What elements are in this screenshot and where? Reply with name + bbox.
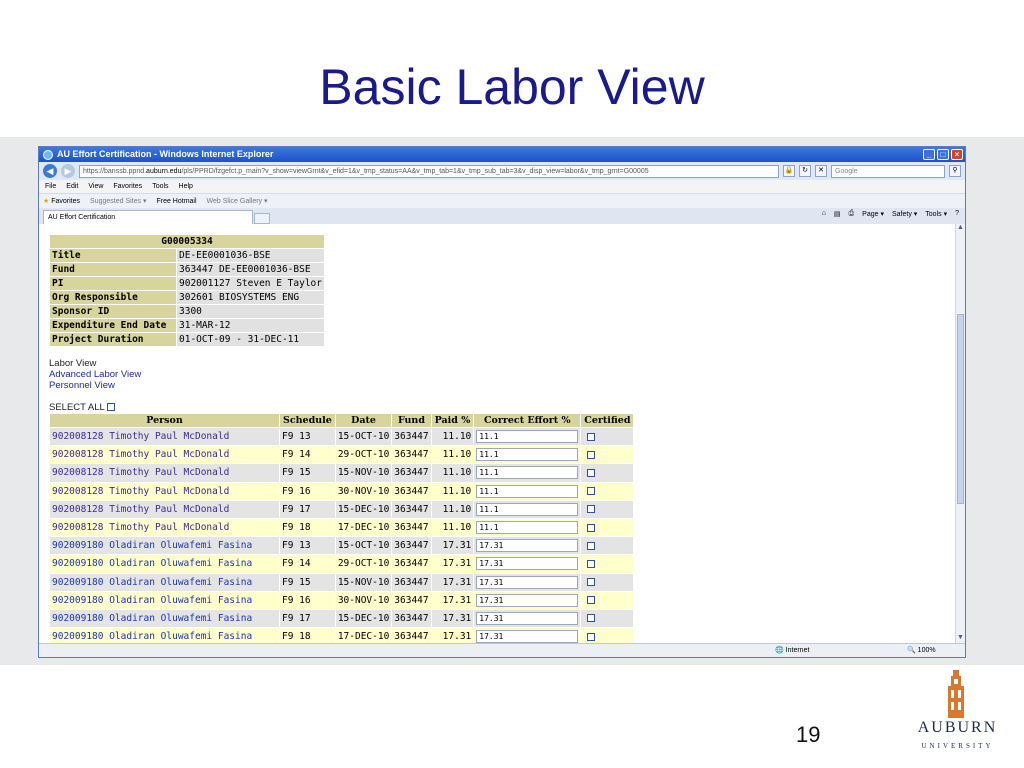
- col-schedule: Schedule: [280, 414, 336, 428]
- tower-icon: [943, 670, 969, 718]
- certified-checkbox[interactable]: [587, 433, 595, 441]
- select-all[interactable]: [49, 402, 115, 413]
- zone-label: Internet: [785, 647, 810, 654]
- schedule-cell: F9 17: [280, 500, 336, 518]
- certified-cell: [581, 628, 634, 644]
- col-fund: Fund: [392, 414, 431, 428]
- status-bar: [39, 643, 966, 657]
- search-icon[interactable]: ⚲: [949, 165, 961, 177]
- minimize-button[interactable]: _: [923, 149, 935, 160]
- safety-menu[interactable]: Safety ▾: [891, 211, 918, 218]
- certified-checkbox[interactable]: [587, 578, 595, 586]
- feeds-icon[interactable]: ▤: [833, 211, 841, 218]
- info-label: Org Responsible: [50, 291, 177, 305]
- effort-cell: [474, 500, 581, 518]
- date-cell: 17-DEC-10: [335, 518, 391, 536]
- schedule-cell: F9 18: [280, 518, 336, 536]
- effort-cell: [474, 628, 581, 644]
- table-row: [50, 628, 634, 644]
- person-link[interactable]: 902008128 Timothy Paul McDonald: [50, 428, 280, 446]
- schedule-cell: F9 13: [280, 428, 336, 446]
- certified-checkbox[interactable]: [587, 596, 595, 604]
- fund-cell: 363447: [392, 609, 431, 627]
- certified-cell: [581, 482, 634, 500]
- certified-checkbox[interactable]: [587, 633, 595, 641]
- info-value: DE-EE0001036-BSE: [177, 249, 325, 263]
- url-rest: /pls/PPRD/fzgefct.p_main?v_show=viewGrnt&v_efid=1&v_tmp_status=AA&v_tmp_tab=1&v_tmp_sub_tab=3&v_disp_view=labor&v_tmp_grnt=G00005: [181, 167, 649, 175]
- certified-cell: [581, 428, 634, 446]
- maximize-button[interactable]: □: [937, 149, 949, 160]
- schedule-cell: F9 13: [280, 537, 336, 555]
- paid-cell: 17.31: [431, 628, 474, 644]
- correct-effort-input[interactable]: [476, 485, 578, 498]
- table-row: [50, 446, 634, 464]
- paid-cell: 11.10: [431, 500, 474, 518]
- table-row: [50, 518, 634, 536]
- info-value: 363447 DE-EE0001036-BSE: [177, 263, 325, 277]
- certified-cell: [581, 446, 634, 464]
- certified-checkbox[interactable]: [587, 560, 595, 568]
- effort-cell: [474, 537, 581, 555]
- select-all-label: SELECT ALL: [49, 402, 105, 413]
- select-all-checkbox[interactable]: [107, 403, 115, 411]
- info-value: 302601 BIOSYSTEMS ENG: [177, 291, 325, 305]
- certified-cell: [581, 537, 634, 555]
- date-cell: 15-DEC-10: [335, 609, 391, 627]
- forward-button[interactable]: ▶: [61, 164, 75, 178]
- table-row: [50, 537, 634, 555]
- page-number: 19: [796, 722, 821, 747]
- refresh-icon[interactable]: ↻: [799, 165, 811, 177]
- fav-suggested-sites[interactable]: Suggested Sites ▾: [90, 198, 147, 205]
- schedule-cell: F9 15: [280, 464, 336, 482]
- menu-view[interactable]: View: [88, 183, 104, 190]
- correct-effort-input[interactable]: [476, 503, 578, 516]
- col-person: Person: [50, 414, 280, 428]
- effort-cell: [474, 573, 581, 591]
- effort-cell: [474, 555, 581, 573]
- fav-web-slice-gallery[interactable]: Web Slice Gallery ▾: [206, 198, 268, 205]
- effort-cell: [474, 518, 581, 536]
- ie-icon: [43, 150, 53, 160]
- fav-free-hotmail[interactable]: Free Hotmail: [156, 197, 197, 205]
- certified-cell: [581, 609, 634, 627]
- browser-window: [38, 146, 966, 658]
- tools-menu[interactable]: Tools ▾: [925, 211, 948, 218]
- effort-cell: [474, 591, 581, 609]
- correct-effort-input[interactable]: [476, 576, 578, 589]
- address-row: [39, 162, 965, 180]
- paid-cell: 17.31: [431, 537, 474, 555]
- lock-icon[interactable]: 🔒: [783, 165, 795, 177]
- security-zone: 🌐 Internet: [775, 647, 810, 654]
- col-certified: Certified: [581, 414, 634, 428]
- address-bar[interactable]: [79, 165, 779, 178]
- correct-effort-input[interactable]: [476, 594, 578, 607]
- fund-cell: 363447: [392, 591, 431, 609]
- table-row: [50, 500, 634, 518]
- date-cell: 30-NOV-10: [335, 482, 391, 500]
- fund-cell: 363447: [392, 464, 431, 482]
- date-cell: 29-OCT-10: [335, 446, 391, 464]
- certified-checkbox[interactable]: [587, 487, 595, 495]
- info-label: PI: [50, 277, 177, 291]
- auburn-logo: [910, 670, 1005, 755]
- person-link[interactable]: 902008128 Timothy Paul McDonald: [50, 446, 280, 464]
- person-link[interactable]: 902009180 Oladiran Oluwafemi Fasina: [50, 573, 280, 591]
- correct-effort-input[interactable]: [476, 557, 578, 570]
- certified-checkbox[interactable]: [587, 505, 595, 513]
- date-cell: 17-DEC-10: [335, 628, 391, 644]
- schedule-cell: F9 17: [280, 609, 336, 627]
- person-link[interactable]: 902009180 Oladiran Oluwafemi Fasina: [50, 609, 280, 627]
- fund-cell: 363447: [392, 537, 431, 555]
- zoom-value: 100%: [917, 647, 936, 654]
- stop-icon[interactable]: ✕: [815, 165, 827, 177]
- logo-wordmark: AUBURN: [917, 719, 998, 736]
- schedule-cell: F9 16: [280, 482, 336, 500]
- print-icon[interactable]: ⎙: [848, 210, 855, 217]
- close-button[interactable]: ×: [951, 149, 963, 160]
- fund-cell: 363447: [392, 428, 431, 446]
- col-correct-effort: Correct Effort %: [474, 414, 581, 428]
- col-paid: Paid %: [431, 414, 474, 428]
- person-link[interactable]: 902008128 Timothy Paul McDonald: [50, 464, 280, 482]
- info-label: Expenditure End Date: [50, 319, 177, 333]
- certified-cell: [581, 555, 634, 573]
- view-links: [49, 358, 141, 391]
- effort-cell: [474, 482, 581, 500]
- fund-cell: 363447: [392, 482, 431, 500]
- table-row: [50, 573, 634, 591]
- date-cell: 15-DEC-10: [335, 500, 391, 518]
- menu-file[interactable]: File: [45, 183, 57, 190]
- info-label: Sponsor ID: [50, 305, 177, 319]
- grant-info-table: [49, 234, 325, 347]
- effort-cell: [474, 609, 581, 627]
- menu-tools[interactable]: Tools: [152, 183, 169, 190]
- slide-title: Basic Labor View: [319, 59, 705, 115]
- person-link[interactable]: 902008128 Timothy Paul McDonald: [50, 482, 280, 500]
- correct-effort-input[interactable]: [476, 430, 578, 443]
- correct-effort-input[interactable]: [476, 630, 578, 643]
- correct-effort-input[interactable]: [476, 521, 578, 534]
- certified-checkbox[interactable]: [587, 614, 595, 622]
- paid-cell: 17.31: [431, 591, 474, 609]
- home-icon[interactable]: ⌂: [821, 210, 826, 217]
- menu-help[interactable]: Help: [178, 183, 193, 190]
- star-icon: ★: [43, 198, 50, 205]
- window-titlebar: [39, 147, 965, 162]
- info-value: 01-OCT-09 - 31-DEC-11: [177, 333, 325, 347]
- command-bar: [822, 210, 959, 218]
- certified-checkbox[interactable]: [587, 524, 595, 532]
- date-cell: 15-NOV-10: [335, 573, 391, 591]
- help-icon[interactable]: ?: [955, 210, 959, 217]
- new-tab-button[interactable]: [254, 213, 270, 224]
- certified-checkbox[interactable]: [587, 451, 595, 459]
- col-date: Date: [335, 414, 391, 428]
- correct-effort-input[interactable]: [476, 612, 578, 625]
- schedule-cell: F9 18: [280, 628, 336, 644]
- correct-effort-input[interactable]: [476, 466, 578, 479]
- personnel-view-link[interactable]: Personnel View: [49, 380, 115, 391]
- person-link[interactable]: 902009180 Oladiran Oluwafemi Fasina: [50, 591, 280, 609]
- vertical-scrollbar[interactable]: [955, 224, 965, 644]
- paid-cell: 11.10: [431, 464, 474, 482]
- info-value: 31-MAR-12: [177, 319, 325, 333]
- certified-cell: [581, 500, 634, 518]
- table-row: [50, 609, 634, 627]
- person-link[interactable]: 902008128 Timothy Paul McDonald: [50, 518, 280, 536]
- zoom-level[interactable]: 🔍 100%: [907, 647, 936, 654]
- tab-au-effort-certification[interactable]: AU Effort Certification: [43, 210, 253, 224]
- window-title: AU Effort Certification - Windows Internet Explorer: [57, 149, 274, 159]
- info-value: 902001127 Steven E Taylor: [177, 277, 325, 291]
- paid-cell: 11.10: [431, 428, 474, 446]
- url-prefix: https://banssb.ppnd.: [83, 167, 147, 175]
- fund-cell: 363447: [392, 518, 431, 536]
- info-label: Project Duration: [50, 333, 177, 347]
- correct-effort-input[interactable]: [476, 539, 578, 552]
- date-cell: 15-NOV-10: [335, 464, 391, 482]
- advanced-labor-view-link[interactable]: Advanced Labor View: [49, 369, 142, 380]
- effort-cell: [474, 446, 581, 464]
- info-value: 3300: [177, 305, 325, 319]
- certified-checkbox[interactable]: [587, 542, 595, 550]
- logo-subtitle: UNIVERSITY: [921, 742, 994, 750]
- favorites-label: Favorites: [51, 198, 81, 205]
- certified-cell: [581, 464, 634, 482]
- effort-cell: [474, 428, 581, 446]
- paid-cell: 11.10: [431, 518, 474, 536]
- correct-effort-input[interactable]: [476, 448, 578, 461]
- table-row: [50, 428, 634, 446]
- date-cell: 29-OCT-10: [335, 555, 391, 573]
- certified-checkbox[interactable]: [587, 469, 595, 477]
- page-content: [39, 224, 957, 644]
- scroll-up-arrow[interactable]: ▲: [957, 224, 964, 231]
- paid-cell: 11.10: [431, 446, 474, 464]
- back-button[interactable]: ◀: [43, 164, 57, 178]
- tab-row: [39, 208, 965, 224]
- labor-table: [49, 413, 634, 644]
- person-link[interactable]: 902008128 Timothy Paul McDonald: [50, 500, 280, 518]
- schedule-cell: F9 15: [280, 573, 336, 591]
- fund-cell: 363447: [392, 573, 431, 591]
- certified-cell: [581, 518, 634, 536]
- paid-cell: 11.10: [431, 482, 474, 500]
- favorites-bar: [39, 193, 965, 208]
- menu-bar: [39, 180, 965, 193]
- date-cell: 15-OCT-10: [335, 537, 391, 555]
- schedule-cell: F9 16: [280, 591, 336, 609]
- search-input[interactable]: Google: [831, 165, 945, 178]
- effort-cell: [474, 464, 581, 482]
- paid-cell: 17.31: [431, 555, 474, 573]
- certified-cell: [581, 591, 634, 609]
- fund-cell: 363447: [392, 446, 431, 464]
- date-cell: 30-NOV-10: [335, 591, 391, 609]
- labor-view-label: Labor View: [49, 358, 97, 369]
- schedule-cell: F9 14: [280, 446, 336, 464]
- menu-favorites[interactable]: Favorites: [113, 183, 143, 190]
- schedule-cell: F9 14: [280, 555, 336, 573]
- fund-cell: 363447: [392, 628, 431, 644]
- person-link[interactable]: 902009180 Oladiran Oluwafemi Fasina: [50, 537, 280, 555]
- fund-cell: 363447: [392, 500, 431, 518]
- fund-cell: 363447: [392, 555, 431, 573]
- person-link[interactable]: 902009180 Oladiran Oluwafemi Fasina: [50, 555, 280, 573]
- info-label: Title: [50, 249, 177, 263]
- certified-cell: [581, 573, 634, 591]
- person-link[interactable]: 902009180 Oladiran Oluwafemi Fasina: [50, 628, 280, 644]
- table-row: [50, 555, 634, 573]
- menu-edit[interactable]: Edit: [66, 183, 79, 190]
- url-domain: auburn.edu: [146, 167, 182, 175]
- info-label: Fund: [50, 263, 177, 277]
- favorites-button[interactable]: [43, 197, 80, 205]
- page-menu[interactable]: Page ▾: [862, 211, 884, 218]
- scroll-down-arrow[interactable]: ▼: [957, 634, 964, 641]
- table-row: [50, 591, 634, 609]
- paid-cell: 17.31: [431, 573, 474, 591]
- paid-cell: 17.31: [431, 609, 474, 627]
- table-row: [50, 464, 634, 482]
- scroll-thumb[interactable]: [957, 314, 964, 504]
- date-cell: 15-OCT-10: [335, 428, 391, 446]
- grant-id: G00005334: [50, 235, 325, 249]
- table-row: [50, 482, 634, 500]
